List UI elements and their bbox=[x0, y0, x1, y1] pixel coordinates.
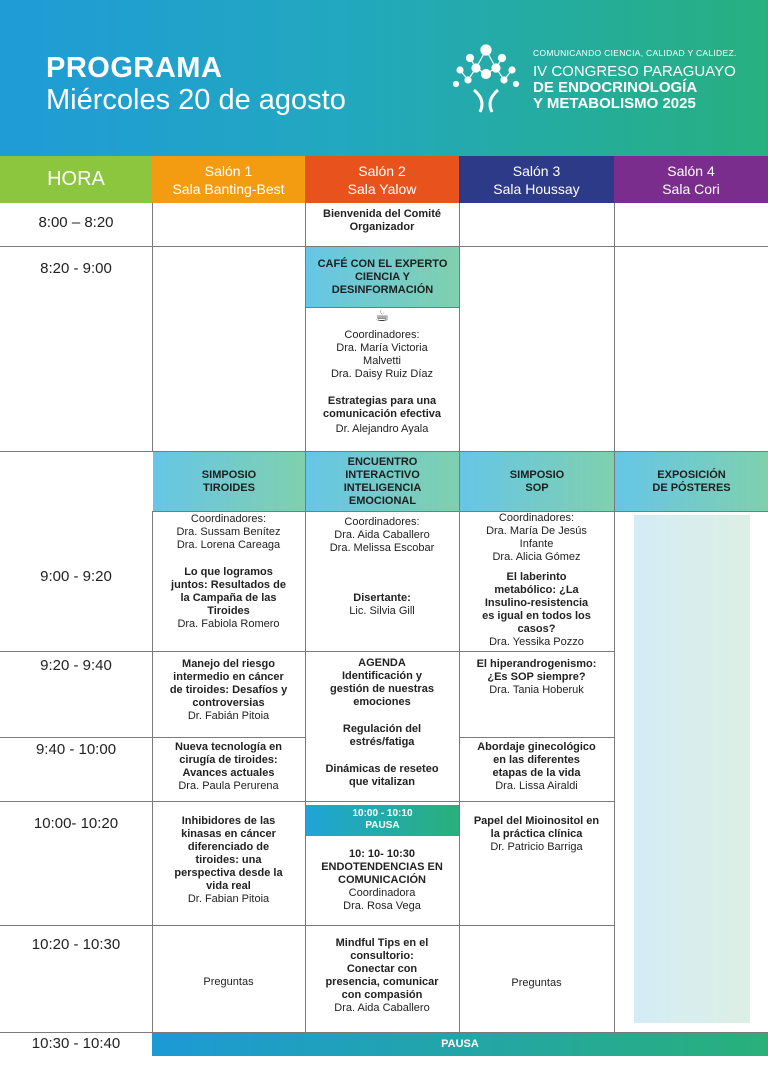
encuentro-speaker bbox=[305, 592, 459, 618]
pausa-time: 10:00 - 10:10 bbox=[352, 808, 413, 819]
coordinator-name: Dra. María De Jesús bbox=[486, 525, 587, 537]
simposio-title-line: SIMPOSIO bbox=[201, 468, 257, 481]
column-divider bbox=[152, 203, 153, 451]
row-divider bbox=[0, 925, 614, 926]
cafe-title-line: CIENCIA Y bbox=[354, 270, 410, 283]
talk-title-line: El laberinto bbox=[506, 571, 567, 583]
talk-title-line: Mindful Tips en el bbox=[335, 937, 429, 949]
posters-title-line: EXPOSICIÓN bbox=[657, 468, 726, 481]
coordinator-name: Dra. Melissa Escobar bbox=[329, 542, 435, 554]
coordinators-label: Coordinadores: bbox=[344, 329, 420, 341]
talk-title-line: es igual en todos los bbox=[482, 610, 591, 622]
agenda-line: Identificación y bbox=[341, 670, 423, 682]
welcome-line: Bienvenida del Comité bbox=[323, 208, 441, 220]
coordinator-name: Dra. Lorena Careaga bbox=[176, 539, 281, 551]
speaker-name: Dr. Fabián Pitoia bbox=[187, 710, 270, 722]
row-divider bbox=[459, 651, 614, 652]
agenda-line: Dinámicas de reseteo bbox=[325, 763, 439, 775]
congress-name-line2: DE ENDOCRINOLOGÍA bbox=[533, 79, 698, 96]
speaker-name: Lic. Silvia Gill bbox=[349, 605, 415, 617]
coordinator-name: Dra. Aida Caballero bbox=[334, 529, 430, 541]
mindful-tips-session bbox=[305, 937, 459, 1015]
talk-title-line: Avances actuales bbox=[182, 767, 275, 779]
talk-title-line: diferenciado de bbox=[187, 841, 270, 853]
agenda-line: que vitalizan bbox=[348, 776, 416, 788]
speaker-name: Dra. Paula Perurena bbox=[178, 780, 279, 792]
tiroides-block-3 bbox=[152, 741, 305, 793]
program-title: PROGRAMA bbox=[46, 52, 223, 84]
column-divider bbox=[614, 203, 615, 1033]
speaker-name: Dra. Tania Hoberuk bbox=[489, 684, 584, 696]
coffee-cup-icon: ☕ bbox=[374, 308, 390, 325]
encuentro-title-line: INTELIGENCIA bbox=[343, 481, 422, 494]
congress-name-line3: Y METABOLISMO 2025 bbox=[533, 95, 696, 112]
talk-title-line: Manejo del riesgo bbox=[182, 658, 275, 670]
coordinator-name: Dra. Daisy Ruiz Díaz bbox=[330, 368, 434, 380]
welcome-line: Organizador bbox=[349, 221, 415, 233]
time-slot: 10:00- 10:20 bbox=[33, 815, 119, 832]
program-date: Miércoles 20 de agosto bbox=[46, 84, 346, 116]
salon2-name: Sala Yalow bbox=[347, 181, 417, 197]
congress-name-line1: IV CONGRESO PARAGUAYO bbox=[533, 63, 736, 80]
talk-title-line: Papel del Mioinositol en bbox=[473, 815, 600, 827]
column-header-salon2 bbox=[305, 156, 459, 203]
talk-title-line: Conectar con bbox=[346, 963, 418, 975]
talk-title-line: consultorio: bbox=[350, 950, 414, 962]
molecule-logo-icon bbox=[450, 44, 522, 116]
agenda-line: Regulación del bbox=[342, 723, 422, 735]
congress-tagline: COMUNICANDO CIENCIA, CALIDAD Y CALIDEZ. bbox=[533, 48, 737, 58]
agenda-line: AGENDA bbox=[358, 657, 406, 669]
simposio-title-line: SIMPOSIO bbox=[509, 468, 565, 481]
encuentro-agenda bbox=[305, 657, 459, 789]
agenda-line: gestión de nuestras bbox=[330, 683, 434, 695]
sop-block-4 bbox=[459, 815, 614, 854]
salon1-name: Sala Banting-Best bbox=[172, 181, 285, 197]
talk-title-line: cirugía de tiroides: bbox=[179, 754, 278, 766]
coordinator-name: Dra. María Victoria bbox=[336, 342, 428, 354]
tiroides-block-2 bbox=[152, 658, 305, 723]
tiroides-block-1 bbox=[152, 513, 305, 631]
sop-block-1 bbox=[459, 512, 614, 649]
talk-title-line: de tiroides: Desafíos y bbox=[169, 684, 288, 696]
coordinators-label: Coordinadores: bbox=[190, 513, 267, 525]
column-header-salon4 bbox=[614, 156, 768, 203]
talk-title-line: perspectiva desde la bbox=[174, 867, 283, 879]
column-header-hora bbox=[0, 156, 152, 203]
salon4-number: Salón 4 bbox=[667, 163, 715, 179]
simposio-tiroides-header bbox=[153, 452, 305, 511]
session-title-line: COMUNICACIÓN bbox=[338, 874, 426, 886]
coordinator-name: Dra. Alicia Gómez bbox=[492, 551, 581, 563]
coordinator-name: Dra. Rosa Vega bbox=[343, 900, 421, 912]
time-slot: 9:40 - 10:00 bbox=[35, 741, 117, 758]
coordinators-label: Coordinadora bbox=[348, 887, 416, 899]
talk-title-line: ¿Es SOP siempre? bbox=[487, 671, 586, 683]
talk-title-line: en las diferentes bbox=[493, 754, 580, 766]
salon4-name: Sala Cori bbox=[662, 181, 720, 197]
row-divider bbox=[0, 801, 614, 802]
pausa-bar: PAUSA bbox=[152, 1033, 768, 1056]
talk-title-line: Nueva tecnología en bbox=[175, 741, 282, 753]
speaker-label: Disertante: bbox=[353, 592, 411, 604]
talk-title-line: Estrategias para una bbox=[327, 395, 437, 407]
cafe-title-line: DESINFORMACIÓN bbox=[331, 283, 434, 296]
tiroides-block-4 bbox=[152, 815, 305, 906]
talk-title-line: Lo que logramos bbox=[184, 566, 273, 578]
simposio-title-line: SOP bbox=[525, 481, 549, 494]
talk-title-line: vida real bbox=[206, 880, 251, 892]
talk-title-line: metabólico: ¿La bbox=[494, 584, 579, 596]
talk-title-line: tiroides: una bbox=[195, 854, 262, 866]
column-hora-label: HORA bbox=[47, 168, 105, 190]
simposio-sop-header bbox=[460, 452, 614, 511]
talk-title-line: El hiperandrogenismo: bbox=[476, 658, 597, 670]
posters-title-line: DE PÓSTERES bbox=[652, 481, 731, 494]
cafe-title-line: CAFÉ CON EL EXPERTO bbox=[317, 257, 448, 270]
agenda-line: emociones bbox=[353, 696, 411, 708]
talk-title-line: juntos: Resultados de bbox=[171, 579, 286, 591]
talk-title-line: Insulino-resistencia bbox=[484, 597, 589, 609]
speaker-name: Dra. Aida Caballero bbox=[334, 1002, 430, 1014]
talk-title-line: presencia, comunicar bbox=[325, 976, 439, 988]
talk-title-line: comunicación efectiva bbox=[323, 408, 441, 420]
time-slot: 10:30 - 10:40 bbox=[31, 1035, 121, 1052]
sop-block-2 bbox=[459, 658, 614, 697]
speaker-name: Dra. Yessika Pozzo bbox=[489, 636, 584, 648]
speaker-name: Dr. Alejandro Ayala bbox=[335, 423, 429, 435]
pausa-salon2 bbox=[306, 805, 459, 836]
talk-title-line: Tiroides bbox=[207, 605, 250, 617]
welcome-session bbox=[305, 208, 459, 234]
talk-title-line: intermedio en cáncer bbox=[173, 671, 284, 683]
time-slot: 9:00 - 9:20 bbox=[40, 568, 112, 585]
encuentro-title-line: ENCUENTRO bbox=[347, 455, 418, 468]
time-slot: 10:20 - 10:30 bbox=[31, 936, 121, 953]
agenda-line: estrés/fatiga bbox=[349, 736, 415, 748]
encuentro-coordinators bbox=[305, 516, 459, 555]
cafe-experto-header bbox=[306, 247, 459, 307]
talk-title-line: con compasión bbox=[341, 989, 423, 1001]
column-header-salon1 bbox=[152, 156, 305, 203]
header-banner bbox=[0, 0, 768, 156]
poster-exhibition-area bbox=[634, 515, 750, 1023]
talk-title-line: Abordaje ginecológico bbox=[477, 741, 596, 753]
time-slot: 9:20 - 9:40 bbox=[40, 657, 112, 674]
talk-title-line: casos? bbox=[517, 623, 556, 635]
salon1-number: Salón 1 bbox=[204, 163, 253, 179]
row-divider bbox=[0, 651, 459, 652]
session-time: 10: 10- 10:30 bbox=[348, 848, 416, 860]
encuentro-title-line: INTERACTIVO bbox=[345, 468, 420, 481]
cafe-experto-details bbox=[305, 310, 459, 436]
coordinators-label: Coordinadores: bbox=[344, 516, 420, 528]
posters-header bbox=[615, 452, 768, 511]
talk-title-line: controversias bbox=[192, 697, 265, 709]
speaker-name: Dra. Fabiola Romero bbox=[177, 618, 280, 630]
talk-title-line: Inhibidores de las bbox=[181, 815, 276, 827]
salon3-number: Salón 3 bbox=[512, 163, 561, 179]
tiroides-preguntas: Preguntas bbox=[203, 976, 254, 988]
talk-title-line: la práctica clínica bbox=[490, 828, 583, 840]
talk-title-line: kinasas en cáncer bbox=[181, 828, 276, 840]
coordinators-label: Coordinadores: bbox=[498, 512, 575, 524]
sop-block-3 bbox=[459, 741, 614, 793]
row-divider bbox=[459, 737, 614, 738]
talk-title-line: la Campaña de las bbox=[180, 592, 277, 604]
coordinator-name: Malvetti bbox=[363, 355, 401, 367]
salon3-name: Sala Houssay bbox=[493, 181, 580, 197]
endotendencias-session bbox=[305, 848, 459, 913]
encuentro-title-line: EMOCIONAL bbox=[348, 494, 417, 507]
session-title-line: ENDOTENDENCIAS EN bbox=[321, 861, 443, 873]
talk-title-line: etapas de la vida bbox=[492, 767, 581, 779]
coordinator-name: Dra. Sussam Benítez bbox=[176, 526, 281, 538]
time-slot: 8:00 – 8:20 bbox=[38, 214, 114, 231]
speaker-name: Dra. Lissa Airaldi bbox=[495, 780, 578, 792]
column-header-salon3 bbox=[459, 156, 614, 203]
simposio-title-line: TIROIDES bbox=[203, 481, 255, 494]
pausa-label: PAUSA bbox=[365, 820, 400, 831]
encuentro-header bbox=[306, 452, 459, 511]
coordinator-name: Infante bbox=[519, 538, 554, 550]
time-slot: 8:20 - 9:00 bbox=[40, 260, 112, 277]
speaker-name: Dr. Fabian Pitoia bbox=[187, 893, 270, 905]
sop-preguntas: Preguntas bbox=[511, 977, 562, 989]
salon2-number: Salón 2 bbox=[358, 163, 406, 179]
speaker-name: Dr. Patricio Barriga bbox=[490, 841, 583, 853]
